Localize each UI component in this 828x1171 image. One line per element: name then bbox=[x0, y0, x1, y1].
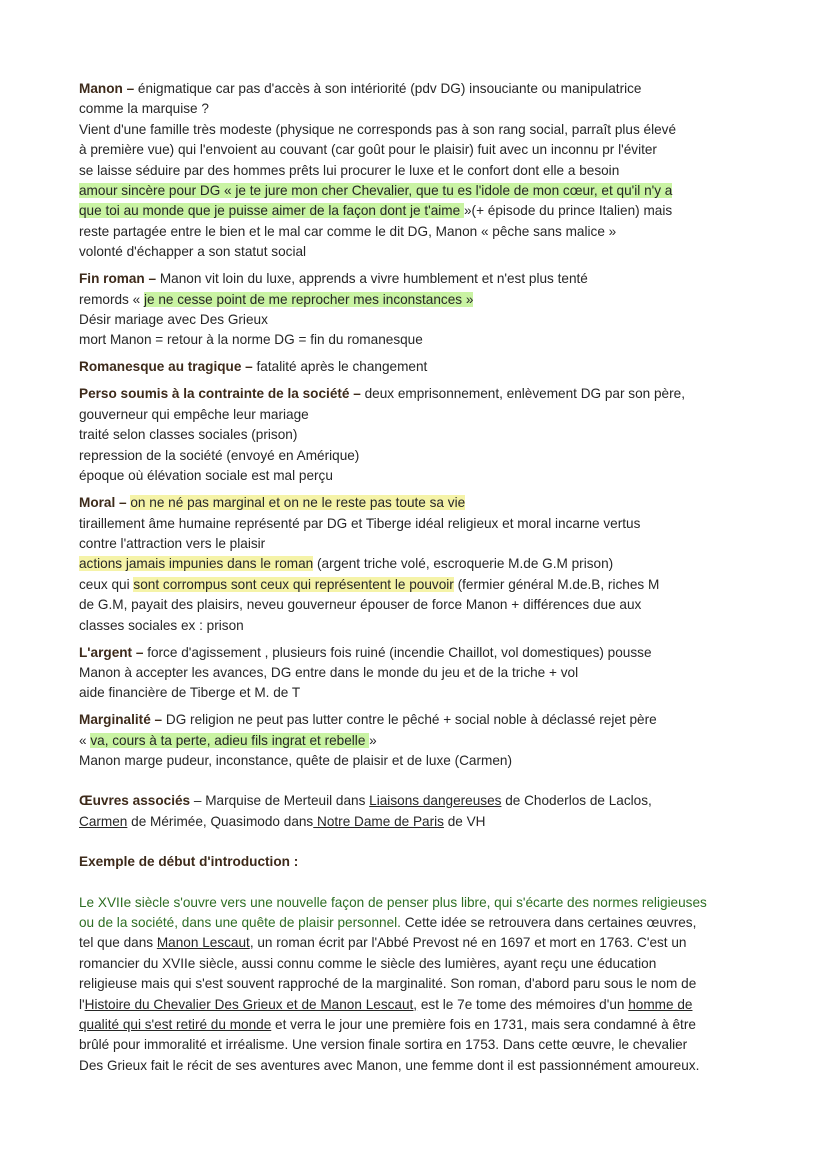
text: de VH bbox=[443, 813, 486, 829]
book-title: Notre Dame de Paris bbox=[313, 813, 444, 829]
section-marginalite bbox=[79, 710, 759, 771]
text: de Mérimée, Quasimodo dans bbox=[127, 813, 314, 829]
section-title: Moral – bbox=[79, 495, 127, 511]
text: tel que dans bbox=[79, 935, 157, 951]
text-line: volonté d'échapper a son statut social bbox=[79, 244, 307, 260]
highlighted-text: sont corrompus sont ceux qui représentent le pouvoir bbox=[133, 576, 454, 592]
section-title: Romanesque au tragique – bbox=[79, 359, 253, 375]
text-line: Le XVIIe siècle s'ouvre vers une nouvelle façon de penser plus libre, qui s'écarte des normes religieuses bbox=[79, 894, 707, 910]
text: ou de la société, dans une quête de plaisir personnel. bbox=[79, 914, 401, 930]
intro-heading-block bbox=[79, 852, 759, 872]
section-manon bbox=[79, 79, 759, 263]
text-line: repression de la société (envoyé en Amérique) bbox=[79, 447, 360, 463]
text: (argent triche volé, escroquerie M.de G.M prison) bbox=[313, 556, 614, 572]
text: « bbox=[79, 732, 91, 748]
section-oeuvres bbox=[79, 791, 759, 832]
text-line: brûlé pour immoralité et irréalisme. Une version finale sortira en 1753. Dans cette œuvre, le chevalier bbox=[79, 1037, 688, 1053]
text: »(+ épisode du prince Italien) mais bbox=[463, 203, 673, 219]
highlighted-quote: amour sincère pour DG « je te jure mon cher Chevalier, que tu es l'idole de mon cœur, et qu'il n'y a bbox=[79, 183, 673, 199]
text-line: romancier du XVIIe siècle, aussi connu comme le siècle des lumières, ayant reçu une éducation bbox=[79, 955, 657, 971]
section-perso bbox=[79, 384, 759, 486]
text: force d'agissement , plusieurs fois ruiné (incendie Chaillot, vol domestiques) pousse bbox=[143, 644, 652, 660]
highlighted-text: actions jamais impunies dans le roman bbox=[79, 556, 314, 572]
text: DG religion ne peut pas lutter contre le pêché + social noble à déclassé rejet père bbox=[162, 712, 657, 728]
text-line: religieuse mais qui s'est souvent rapproché de la marginalité. Son roman, d'abord paru sous le nom de bbox=[79, 976, 697, 992]
book-title: Carmen bbox=[79, 813, 128, 829]
highlighted-quote: va, cours à ta perte, adieu fils ingrat et rebelle bbox=[90, 732, 370, 748]
book-title: Manon Lescaut bbox=[156, 935, 250, 951]
text-line: se laisse séduire par des hommes prêts lui procurer le luxe et le confort dont elle a besoin bbox=[79, 162, 620, 178]
book-title: Histoire du Chevalier Des Grieux et de Manon Lescaut, bbox=[84, 996, 418, 1012]
text-line: Vient d'une famille très modeste (physique ne corresponds pas à son rang social, parraît plus élevé bbox=[79, 121, 677, 137]
text: est le 7e tome des mémoires d'un bbox=[417, 996, 629, 1012]
section-title: Marginalité – bbox=[79, 712, 163, 728]
text: » bbox=[465, 291, 474, 307]
highlighted-quote: je ne cesse point de me reprocher mes inconstances bbox=[143, 291, 466, 307]
document-page bbox=[79, 79, 759, 1083]
text: » bbox=[369, 732, 377, 748]
section-intro bbox=[79, 893, 759, 1077]
text-line: Manon marge pudeur, inconstance, quête de plaisir et de luxe (Carmen) bbox=[79, 753, 512, 769]
text: – Marquise de Merteuil dans bbox=[190, 793, 370, 809]
text: énigmatique car pas d'accès à son intériorité (pdv DG) insouciante ou manipulatrice bbox=[134, 81, 642, 96]
section-argent bbox=[79, 643, 759, 704]
section-title: Œuvres associés bbox=[79, 793, 191, 809]
text-line: gouverneur qui empêche leur mariage bbox=[79, 406, 309, 422]
text: de Choderlos de Laclos, bbox=[501, 793, 652, 809]
text: (fermier général M.de.B, riches M bbox=[453, 576, 660, 592]
text-line: époque où élévation sociale est mal perçu bbox=[79, 468, 333, 484]
text-line: reste partagée entre le bien et le mal car comme le dit DG, Manon « pêche sans malice » bbox=[79, 223, 617, 239]
text-line: Désir mariage avec Des Grieux bbox=[79, 312, 268, 328]
text: remords « bbox=[79, 291, 144, 307]
section-moral bbox=[79, 493, 759, 636]
text: et verra le jour une première fois en 1731, mais sera condamné à être bbox=[271, 1017, 696, 1032]
text-line: de G.M, payait des plaisirs, neveu gouverneur épouser de force Manon + différences due aux bbox=[79, 597, 642, 613]
text: Manon vit loin du luxe, apprends a vivre humblement et n'est plus tenté bbox=[156, 271, 588, 287]
text: fatalité après le changement bbox=[252, 359, 428, 375]
section-title: Manon – bbox=[79, 81, 135, 96]
section-romanesque bbox=[79, 357, 759, 377]
text-line: tiraillement âme humaine représenté par DG et Tiberge idéal religieux et moral incarne vertus bbox=[79, 515, 641, 531]
text-line: Manon à accepter les avances, DG entre dans le monde du jeu et de la triche + vol bbox=[79, 664, 579, 680]
book-title: homme de bbox=[628, 996, 693, 1012]
section-fin-roman bbox=[79, 269, 759, 351]
book-title: Liaisons dangereuses bbox=[369, 793, 502, 809]
text-line: aide financière de Tiberge et M. de T bbox=[79, 685, 301, 701]
text: l' bbox=[79, 996, 85, 1012]
text-line: contre l'attraction vers le plaisir bbox=[79, 535, 266, 551]
text-line: à première vue) qui l'envoient au couvant (car goût pour le plaisir) fuit avec un inconnu pr l'éviter bbox=[79, 142, 657, 158]
text: , un roman écrit par l'Abbé Prevost né en 1697 et mort en 1763. C'est un bbox=[249, 935, 687, 951]
text-line: mort Manon = retour à la norme DG = fin du romanesque bbox=[79, 332, 423, 348]
text-line: Des Grieux fait le récit de ses aventures avec Manon, une femme dont il est passionnément amoureux. bbox=[79, 1057, 700, 1073]
text-line: comme la marquise ? bbox=[79, 101, 209, 117]
section-title: L'argent – bbox=[79, 644, 144, 660]
text-line: classes sociales ex : prison bbox=[79, 617, 244, 633]
highlighted-quote: que toi au monde que je puisse aimer de la façon dont je t'aime bbox=[79, 203, 464, 219]
text-line: traité selon classes sociales (prison) bbox=[79, 427, 298, 443]
section-title: Perso soumis à la contrainte de la société – bbox=[79, 386, 361, 402]
section-title: Fin roman – bbox=[79, 271, 157, 287]
book-title: qualité qui s'est retiré du monde bbox=[79, 1017, 272, 1032]
highlighted-text: on ne né pas marginal et on ne le reste pas toute sa vie bbox=[130, 495, 466, 511]
text: deux emprisonnement, enlèvement DG par son père, bbox=[360, 386, 685, 402]
intro-heading: Exemple de début d'introduction : bbox=[79, 853, 299, 869]
text: ceux qui bbox=[79, 576, 134, 592]
text: Cette idée se retrouvera dans certaines œuvres, bbox=[400, 914, 697, 930]
